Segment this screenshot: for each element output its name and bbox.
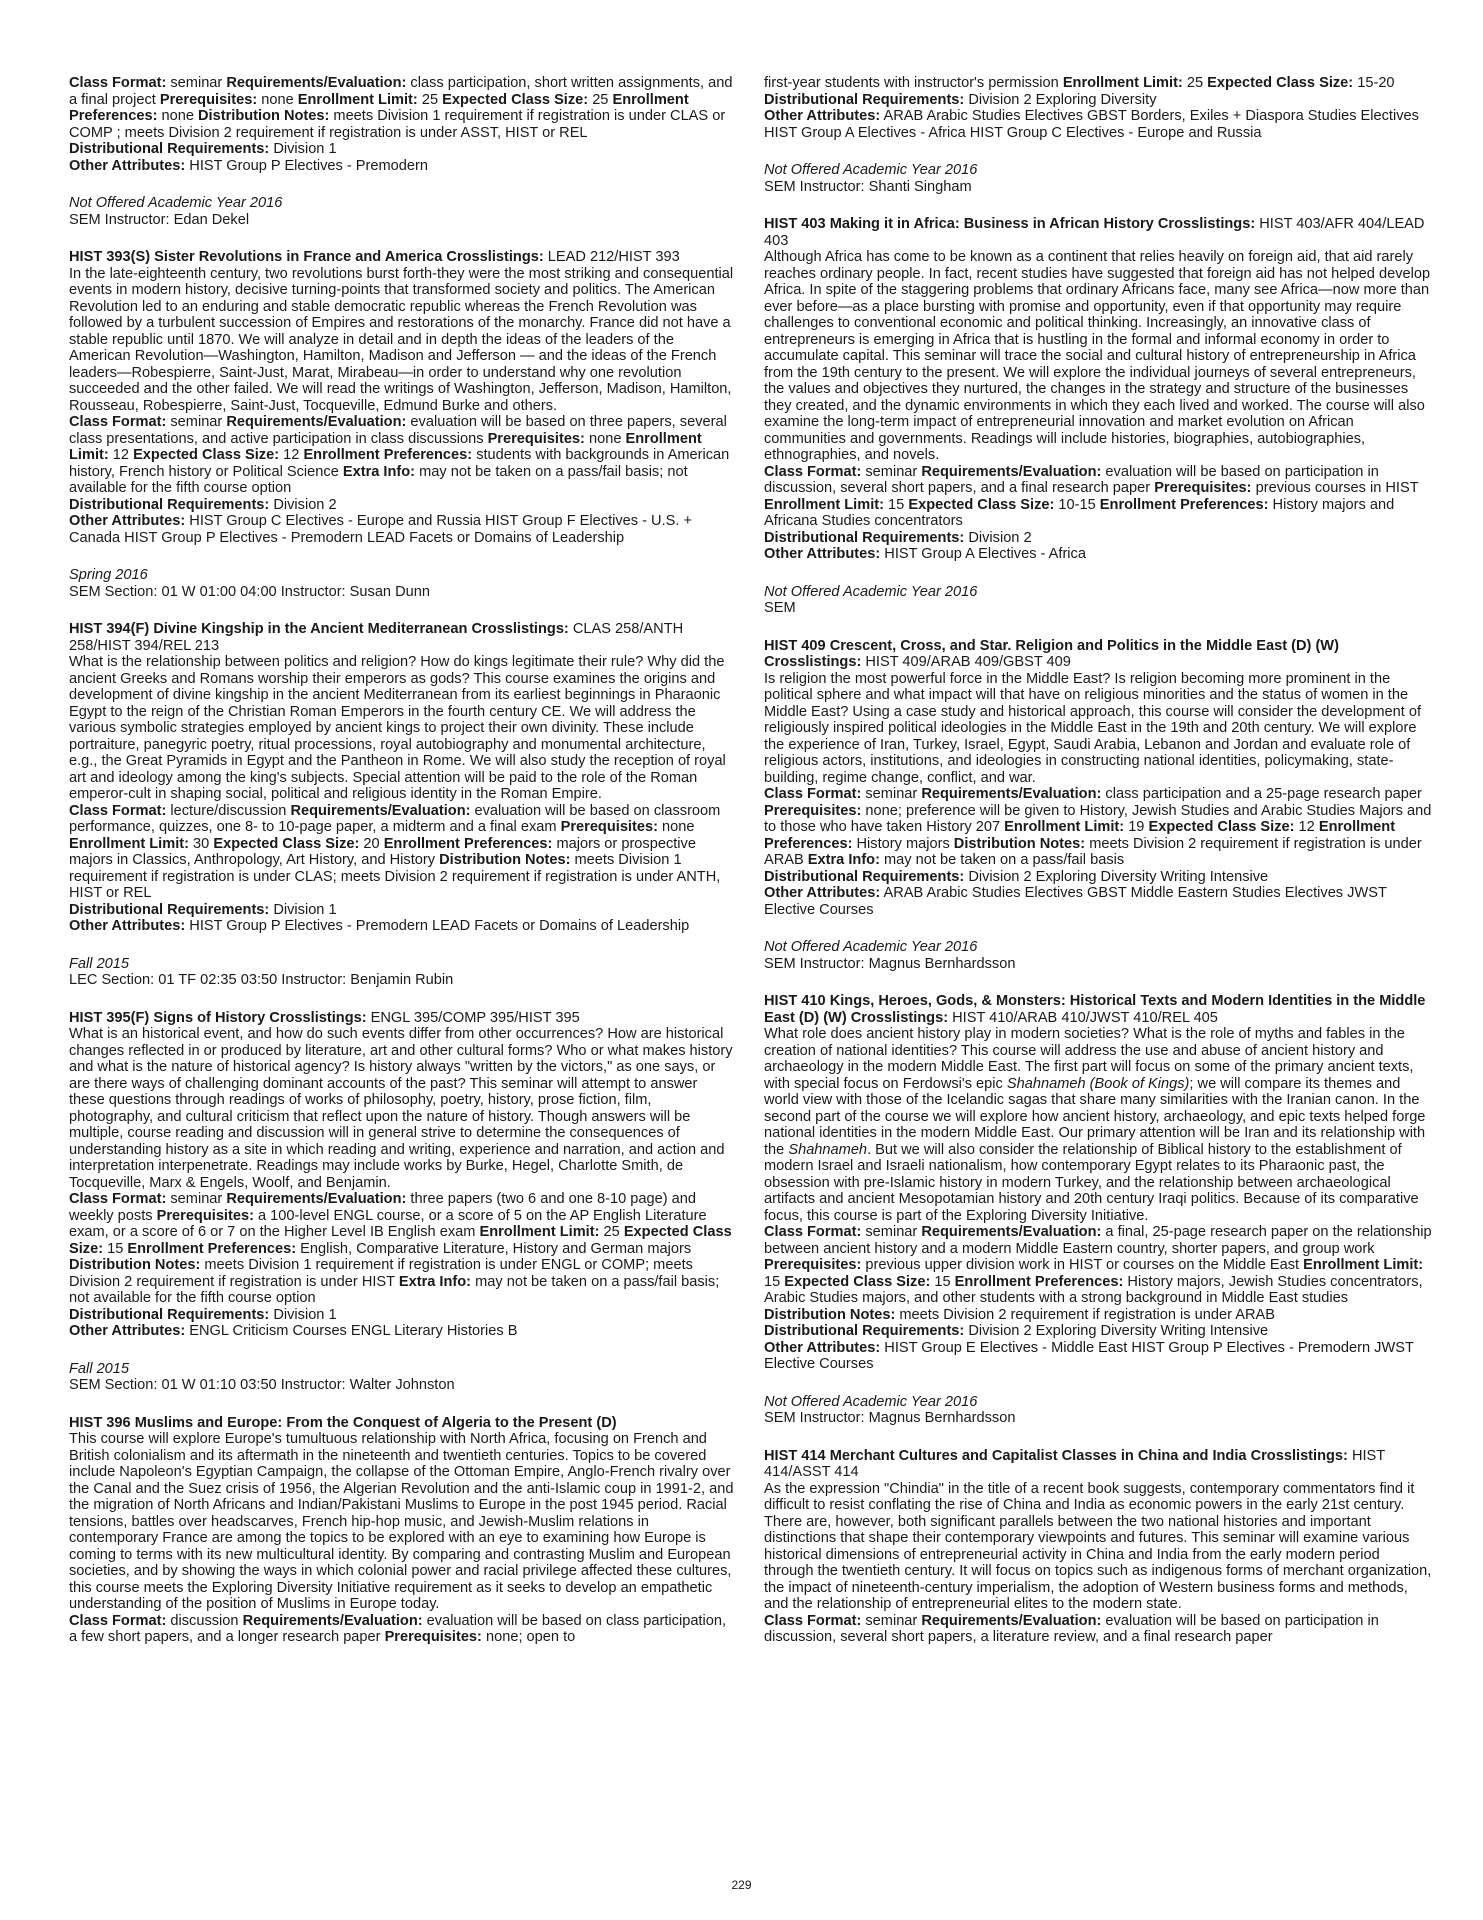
field-label: Enrollment Preferences:	[954, 1273, 1124, 1290]
field-label: Expected Class Size:	[908, 496, 1055, 513]
paragraph	[69, 497, 737, 514]
field-label: Crosslistings:	[269, 1009, 367, 1026]
paragraph	[764, 464, 1432, 530]
text-run: a final, 25-page research paper on the relationship between ancient history and a modern Middle Eastern country, shorter papers, and group work	[764, 1224, 1432, 1257]
text-run: meets Division 2 requirement if registration is under ARAB	[895, 1306, 1275, 1323]
text-run: Division 2 Exploring Diversity Writing Intensive	[964, 1323, 1269, 1339]
field-label: Distribution Notes:	[198, 108, 330, 124]
field-label: Other Attributes:	[764, 108, 881, 124]
italic-text: Not Offered Academic Year 2016	[69, 195, 283, 211]
field-label: Distribution Notes:	[953, 835, 1086, 852]
text-run: meets Division 2 requirement if registration is under ARAB	[764, 835, 1422, 868]
paragraph	[764, 249, 1432, 464]
text-run: students with backgrounds in American history, French history or Political Science	[69, 447, 730, 480]
paragraph	[69, 621, 737, 654]
text-run: 12	[279, 447, 304, 463]
course-entry	[69, 75, 737, 174]
offering-info	[69, 1361, 737, 1394]
text-run: meets Division 1 requirement if registration is under CLAS or COMP ; meets Division 2 requirement if registration is under ASST, HIST or REL	[69, 108, 726, 141]
text-run: Division 2	[269, 496, 337, 513]
text-run: CLAS 258/ANTH 258/HIST 394/REL 213	[69, 621, 684, 654]
field-label: Other Attributes:	[764, 546, 881, 562]
paragraph	[69, 1361, 737, 1378]
field-label: Other Attributes:	[69, 157, 186, 174]
italic-text: Not Offered Academic Year 2016	[764, 1393, 978, 1410]
paragraph	[69, 1191, 737, 1307]
text-run: Division 2	[964, 529, 1032, 546]
text-run: 12	[108, 447, 134, 463]
text-run: lecture/discussion	[166, 802, 291, 819]
text-run: evaluation will be based on participation in discussion, several short papers, a literature review, and a final research paper	[764, 1612, 1379, 1645]
text-run: What role does ancient history play in modern societies? What is the role of myths and fables in the creation of national identities? This course will address the use and abuse of ancient history and archaeology in the modern Middle East. The first part will focus on some of the primary ancient texts, with special focus on Ferdowsi's epic	[764, 1026, 1414, 1092]
text-run: none	[657, 819, 695, 835]
text-run: evaluation will be based on three papers, several class presentations, and active participation in class discussions	[69, 414, 727, 447]
italic-text: Fall 2015	[69, 1360, 130, 1377]
text-run: 19	[1124, 819, 1149, 835]
field-label: HIST 403 Making it in Africa: Business in African History	[764, 216, 1154, 232]
text-run: 15	[884, 496, 909, 513]
course-entry	[69, 621, 737, 935]
field-label: HIST 393(S) Sister Revolutions in France and America	[69, 249, 443, 265]
paragraph	[69, 212, 737, 229]
paragraph	[764, 1340, 1432, 1373]
field-label: Crosslistings:	[471, 621, 569, 637]
paragraph	[69, 1415, 737, 1432]
field-label: Class Format:	[69, 1612, 167, 1629]
paragraph	[764, 75, 1432, 92]
text-run: Is religion the most powerful force in the Middle East? Is religion becoming more prominent in the political sphere and what impact will that have on religious minorities and the status of women in the Middle East? Using a case study and historical approach, this course will consider the development of religiously inspired political ideologies in the Middle East in the 19th and 20th century. We will explore the experience of Iran, Turkey, Israel, Egypt, Saudi Arabia, Lebanon and Jordan and evaluate role of religious actors, institutions, and ideologies in constructing national identities, policymaking, state-building, regime change, conflict, and war.	[764, 670, 1422, 786]
text-run: 20	[359, 835, 384, 852]
field-label: Distributional Requirements:	[764, 91, 965, 108]
paragraph	[764, 92, 1432, 109]
text-run: discussion	[166, 1612, 243, 1629]
paragraph	[764, 546, 1432, 563]
text-run: ENGL Criticism Courses ENGL Literary Histories B	[185, 1323, 518, 1339]
course-entry	[764, 75, 1432, 141]
text-run: HIST Group P Electives - Premodern	[185, 157, 429, 174]
paragraph	[69, 1323, 737, 1340]
field-label: HIST 394(F) Divine Kingship in the Ancient Mediterranean	[69, 621, 468, 637]
paragraph	[69, 956, 737, 973]
course-entry	[764, 993, 1432, 1373]
text-run: 15	[930, 1273, 955, 1290]
text-run: seminar	[166, 75, 227, 91]
paragraph	[69, 1010, 737, 1027]
paragraph	[764, 1410, 1432, 1427]
field-label: Distributional Requirements:	[764, 529, 965, 546]
paragraph	[69, 1613, 737, 1646]
italic-text: Not Offered Academic Year 2016	[764, 939, 978, 955]
paragraph	[69, 902, 737, 919]
paragraph	[764, 1323, 1432, 1340]
paragraph	[69, 1026, 737, 1191]
paragraph	[764, 956, 1432, 973]
text-run: 25	[417, 91, 443, 108]
text-run: SEM Instructor: Shanti Singham	[764, 178, 972, 195]
paragraph	[764, 216, 1432, 249]
text-run: SEM Section: 01 W 01:10 03:50 Instructor: Walter Johnston	[69, 1377, 455, 1393]
course-entry	[764, 638, 1432, 919]
field-label: Class Format:	[69, 414, 167, 430]
text-run: HIST 403/AFR 404/LEAD 403	[764, 216, 1425, 249]
field-label: Prerequisites:	[384, 1629, 482, 1645]
field-label: Other Attributes:	[69, 1323, 186, 1339]
text-run: 10-15	[1054, 496, 1100, 513]
text-run: none; preference will be given to History, Jewish Studies and Arabic Studies Majors and to those who have taken History 207	[764, 802, 1432, 835]
field-label: Enrollment Limit:	[69, 430, 702, 463]
text-run: class participation and a 25-page research paper	[1101, 786, 1422, 802]
field-label: Distributional Requirements:	[69, 1306, 270, 1323]
field-label: Class Format:	[764, 786, 862, 802]
italic-text: Not Offered Academic Year 2016	[764, 583, 978, 600]
paragraph	[69, 918, 737, 935]
text-run: HIST Group P Electives - Premodern LEAD Facets or Domains of Leadership	[185, 918, 690, 934]
field-label: Requirements/Evaluation:	[921, 1612, 1102, 1629]
offering-info	[69, 195, 737, 228]
field-label: HIST 396 Muslims and Europe: From the Conquest of Algeria to the Present (D)	[69, 1414, 617, 1431]
text-run: SEM Instructor: Edan Dekel	[69, 211, 250, 228]
paragraph	[764, 671, 1432, 787]
paragraph	[69, 803, 737, 902]
italic-text: Fall 2015	[69, 955, 130, 972]
field-label: Other Attributes:	[69, 918, 186, 934]
field-label: Distribution Notes:	[69, 1257, 201, 1273]
page-number: 229	[731, 1878, 752, 1892]
text-run: meets Division 1 requirement if registration is under CLAS; meets Division 2 requirement if registration is under ANTH, HIST or REL	[69, 852, 721, 901]
field-label: Prerequisites:	[764, 1257, 862, 1273]
paragraph	[764, 1224, 1432, 1323]
field-label: Distribution Notes:	[439, 852, 571, 868]
field-label: Prerequisites:	[159, 91, 258, 108]
text-run: 15	[103, 1240, 128, 1257]
field-label: Enrollment Limit:	[69, 835, 189, 852]
field-label: Class Format:	[764, 463, 862, 480]
field-label: Enrollment Limit:	[1303, 1257, 1424, 1273]
field-label: Class Format:	[69, 1191, 167, 1207]
text-run: seminar	[166, 1191, 227, 1207]
text-run: History majors and Africana Studies concentrators	[764, 496, 1395, 529]
field-label: Distributional Requirements:	[764, 868, 965, 885]
text-run: History majors	[852, 835, 954, 852]
text-run: ENGL 395/COMP 395/HIST 395	[366, 1009, 580, 1026]
field-label: Enrollment Preferences:	[69, 91, 689, 124]
text-run: may not be taken on a pass/fail basis; not available for the fifth course option	[69, 463, 688, 496]
paragraph	[764, 1394, 1432, 1411]
paragraph	[69, 654, 737, 803]
field-label: Requirements/Evaluation:	[226, 1191, 407, 1207]
paragraph	[764, 1613, 1432, 1646]
course-entry	[69, 1415, 737, 1646]
field-label: Class Format:	[69, 802, 167, 819]
text-run: 30	[189, 835, 214, 852]
text-run: none	[584, 430, 626, 447]
left-column	[69, 75, 737, 1667]
paragraph	[69, 158, 737, 175]
offering-info	[764, 939, 1432, 972]
field-label: Expected Class Size:	[69, 1224, 732, 1257]
italic-text: Not Offered Academic Year 2016	[764, 162, 978, 178]
text-run: may not be taken on a pass/fail basis; not available for the fifth course option	[69, 1273, 720, 1306]
field-label: Expected Class Size:	[1148, 819, 1295, 835]
paragraph	[764, 530, 1432, 547]
text-run: none; open to	[481, 1629, 576, 1645]
text-run: evaluation will be based on participation in discussion, several short papers, and a final research paper	[764, 463, 1379, 496]
field-label: Prerequisites:	[156, 1207, 254, 1224]
text-run: . But we will also consider the relationship of Biblical history to the establishment of modern Israel and Israeli nationalism, how contemporary Egypt relates to its Pharaonic past, the obsession with pre-Islamic history in modern Turkey, and the relationship between archaeological artifacts and ancient Mesopotamian history and 20th century Iraqi politics. Because of its comparative focus, this course is part of the Exploring Diversity Initiative.	[764, 1141, 1419, 1224]
field-label: HIST 409 Crescent, Cross, and Star. Religion and Politics in the Middle East (D) (W) Crosslistings:	[764, 637, 1339, 670]
text-run: LEAD 212/HIST 393	[543, 249, 680, 265]
text-run: previous upper division work in HIST or courses on the Middle East	[861, 1257, 1304, 1273]
field-label: Expected Class Size:	[1207, 75, 1354, 91]
text-run: seminar	[166, 414, 227, 430]
italic-text: Spring 2016	[69, 567, 148, 583]
text-run: SEM	[764, 600, 796, 616]
field-label: Enrollment Preferences:	[764, 819, 1396, 852]
field-label: Requirements/Evaluation:	[226, 75, 407, 91]
offering-info	[69, 567, 737, 600]
field-label: Enrollment Preferences:	[127, 1240, 297, 1257]
text-run: SEM Section: 01 W 01:00 04:00 Instructor: Susan Dunn	[69, 583, 430, 600]
offering-info	[764, 162, 1432, 195]
field-label: Prerequisites:	[764, 802, 862, 819]
text-run: 15-20	[1353, 75, 1395, 91]
course-entry	[69, 249, 737, 546]
text-run: Division 1	[269, 1306, 337, 1323]
text-run: Division 2 Exploring Diversity	[964, 91, 1157, 108]
field-label: HIST 414 Merchant Cultures and Capitalist Classes in China and India	[764, 1447, 1247, 1464]
text-run: ARAB Arabic Studies Electives GBST Borders, Exiles + Diaspora Studies Electives HIST Group A Electives - Africa HIST Group C Electives - Europe and Russia	[764, 108, 1419, 141]
field-label: Enrollment Limit:	[764, 496, 884, 513]
paragraph	[764, 108, 1432, 141]
field-label: Distributional Requirements:	[69, 496, 270, 513]
paragraph	[69, 75, 737, 141]
field-label: Enrollment Limit:	[297, 91, 418, 108]
paragraph	[69, 414, 737, 497]
text-run: 25	[1182, 75, 1208, 91]
text-run: seminar	[861, 1612, 922, 1629]
field-label: Prerequisites:	[487, 430, 585, 447]
paragraph	[764, 1448, 1432, 1481]
text-run: seminar	[861, 786, 922, 802]
text-run: This course will explore Europe's tumultuous relationship with North Africa, focusing on French and British colonialism and its aftermath in the nineteenth and twentieth centuries. Topics to be covered include Napoleon's Egyptian Campaign, the collapse of the Ottoman Empire, Anglo-French rivalry over the Canal and the Suez crisis of 1956, the Algerian Revolution and the anti-Islamic coup in 1991-2, and the migration of North Africans and Indian/Pakistani Muslims to Europe in the post 1945 period. Racial tensions, battles over headscarves, French hip-hop music, and Jewish-Muslim relations in contemporary France are among the topics to be explored with an eye to examining how Europe is coming to terms with its new multicultural identity. By comparing and contrasting Muslim and European societies, and by showing the ways in which colonial power and racial privilege affected these cultures, this course meets the Exploring Diversity Initiative requirement as it seeks to develop an empathetic understanding of the position of Muslims in Europe today.	[69, 1431, 734, 1612]
text-run: meets Division 1 requirement if registration is under ENGL or COMP; meets Division 2 requirement if registration is under HIST	[69, 1257, 693, 1290]
paragraph	[764, 786, 1432, 869]
text-run: Division 2 Exploring Diversity Writing Intensive	[964, 868, 1269, 885]
paragraph	[69, 195, 737, 212]
field-label: Requirements/Evaluation:	[290, 802, 471, 819]
field-label: Requirements/Evaluation:	[242, 1612, 423, 1629]
text-run: seminar	[861, 1224, 922, 1240]
field-label: Distributional Requirements:	[69, 901, 270, 918]
text-run: Division 1	[269, 141, 337, 157]
field-label: Enrollment Limit:	[1062, 75, 1183, 91]
field-label: Distribution Notes:	[764, 1306, 896, 1323]
text-run: SEM Instructor: Magnus Bernhardsson	[764, 955, 1016, 972]
text-run: HIST Group C Electives - Europe and Russia HIST Group F Electives - U.S. + Canada HIST Group P Electives - Premodern LEAD Facets or Domains of Leadership	[69, 513, 693, 546]
field-label: Expected Class Size:	[442, 91, 589, 108]
field-label: Other Attributes:	[69, 513, 186, 529]
field-label: HIST 395(F) Signs of History	[69, 1009, 266, 1026]
text-run: English, Comparative Literature, History and German majors	[296, 1240, 692, 1257]
paragraph	[69, 1307, 737, 1324]
field-label: Distributional Requirements:	[764, 1323, 965, 1339]
course-entry	[764, 1448, 1432, 1646]
paragraph	[764, 939, 1432, 956]
text-run: LEC Section: 01 TF 02:35 03:50 Instructor: Benjamin Rubin	[69, 972, 454, 988]
field-label: Expected Class Size:	[213, 835, 360, 852]
field-label: Prerequisites:	[1154, 480, 1252, 496]
offering-info	[764, 1394, 1432, 1427]
field-label: Requirements/Evaluation:	[921, 463, 1102, 480]
text-run: 25	[599, 1224, 624, 1240]
text-run: Division 1	[269, 901, 337, 918]
paragraph	[69, 266, 737, 415]
field-label: Class Format:	[764, 1224, 862, 1240]
paragraph	[764, 179, 1432, 196]
text-run: History majors, Jewish Studies concentrators, Arabic Studies majors, and other students with a strong background in Middle East studies	[764, 1273, 1423, 1306]
text-run: 25	[588, 91, 613, 108]
text-run: In the late-eighteenth century, two revolutions burst forth-they were the most striking and consequential events in modern history, decisive turning-points that transformed society and politics. The American Revolution led to an enduring and stable democratic republic whereas the French Revolution was followed by a turbulent succession of Empires and restorations of the monarchy. France did not have a stable republic until 1870. We will analyze in detail and in depth the ideas of the leaders of the American Revolution—Washington, Hamilton, Madison and Jefferson — and the ideas of the French leaders—Robespierre, Saint-Just, Marat, Mirabeau—in order to understand why one revolution succeeded and the other failed. We will read the writings of Washington, Jefferson, Madison, Hamilton, Rousseau, Robespierre, Saint-Just, Tocqueville, Edmund Burke and others.	[69, 265, 734, 414]
paragraph	[764, 1026, 1432, 1224]
field-label: Requirements/Evaluation:	[921, 1224, 1102, 1240]
paragraph	[69, 1431, 737, 1613]
field-label: Enrollment Limit:	[479, 1224, 600, 1240]
field-label: Extra Info:	[398, 1273, 472, 1290]
text-run: HIST Group A Electives - Africa	[880, 546, 1086, 562]
field-label: Enrollment Preferences:	[383, 835, 553, 852]
text-run: What is an historical event, and how do such events differ from other occurrences? How are historical changes reflected in or produced by literature, art and other cultural forms? Who or what makes history and what is the nature of historical agency? Is history always "written by the victors," as one says, or are there ways of challenging dominant accounts of the past? This seminar will attempt to answer these questions through readings of works of philosophy, poetry, history, prose fiction, film, photography, and cultural criticism that reflect upon the nature of history. Though answers will be multiple, course reading and discussion will in general strive to determine the consequences of understanding history as a site in which reading and writing, experience and narration, and action and interpretation interpenetrate. Readings may include works by Burke, Hegel, Charlotte Smith, de Tocqueville, Marx & Engels, Woolf, and Benjamin.	[69, 1026, 733, 1191]
text-run: first-year students with instructor's permission	[764, 75, 1063, 91]
text-run: What is the relationship between politics and religion? How do kings legitimate their rule? Why did the ancient Greeks and Romans worship their emperors as gods? This course examines the origins and development of divine kingship in the ancient Mediterranean from its earliest beginnings in Pharaonic Egypt to the reign of the Christian Roman Emperors in the fourth century CE. We will address the various symbolic strategies employed by ancient kings to project their own divinity. These include portraiture, panegyric poetry, ritual processions, royal autobiography and monumental architecture, e.g., the Great Pyramids in Egypt and the Pantheon in Rome. We will also study the reception of royal art and ideology among the king's subjects. Special attention will be paid to the role of the Roman emperor-cult in shaping social, political and religious identity in the Roman Empire.	[69, 654, 726, 802]
field-label: Enrollment Limit:	[1004, 819, 1125, 835]
field-label: Class Format:	[764, 1612, 862, 1629]
field-label: Expected Class Size:	[784, 1273, 931, 1290]
paragraph	[69, 972, 737, 989]
course-entry	[69, 1010, 737, 1340]
field-label: Extra Info:	[342, 463, 416, 480]
paragraph	[69, 584, 737, 601]
field-label: Other Attributes:	[764, 885, 881, 901]
field-label: Class Format:	[69, 75, 167, 91]
paragraph	[69, 141, 737, 158]
text-run: evaluation will be based on class participation, a few short papers, and a longer research paper	[69, 1612, 727, 1645]
paragraph	[764, 993, 1432, 1026]
text-run: previous courses in HIST	[1251, 480, 1419, 496]
paragraph	[764, 600, 1432, 617]
offering-info	[764, 584, 1432, 617]
field-label: Requirements/Evaluation:	[226, 414, 407, 430]
text-run: HIST Group E Electives - Middle East HIST Group P Electives - Premodern JWST Elective Courses	[764, 1339, 1414, 1372]
offering-info	[69, 956, 737, 989]
field-label: Expected Class Size:	[133, 447, 280, 463]
text-run: three papers (two 6 and one 8-10 page) and weekly posts	[69, 1191, 697, 1224]
text-run: HIST 414/ASST 414	[764, 1447, 1385, 1480]
paragraph	[764, 162, 1432, 179]
paragraph	[764, 638, 1432, 671]
text-run: ARAB Arabic Studies Electives GBST Middle Eastern Studies Electives JWST Elective Courses	[764, 885, 1387, 918]
text-run: As the expression "Chindia" in the title of a recent book suggests, contemporary commentators find it difficult to resist conflating the rise of China and India as economic powers in the early 21st century. There are, however, both significant parallels between the two national histories and important distinctions that shape their contemporary viewpoints and futures. This seminar will examine various historical dimensions of entrepreneurial activity in China and India from the early modern period through the twentieth century. It will focus on topics such as indigenous forms of merchant organization, the impact of nineteenth-century imperialism, the adoption of Western business forms and methods, and the relationship of entrepreneurial elites to the modern state.	[764, 1480, 1432, 1612]
paragraph	[69, 567, 737, 584]
paragraph	[69, 249, 737, 266]
text-run: majors or prospective majors in Classics, Anthropology, Art History, and History	[69, 835, 696, 868]
field-label: Extra Info:	[807, 852, 880, 868]
field-label: Requirements/Evaluation:	[921, 786, 1102, 802]
paragraph	[764, 584, 1432, 601]
text-run: HIST 410/ARAB 410/JWST 410/REL 405	[948, 1009, 1218, 1026]
paragraph	[764, 885, 1432, 918]
field-label: Enrollment Preferences:	[1099, 496, 1269, 513]
right-column	[764, 75, 1432, 1667]
text-run: class participation, short written assignments, and a final project	[69, 75, 733, 108]
text-run: none	[157, 108, 199, 124]
text-run: a 100-level ENGL course, or a score of 5 on the AP English Literature exam, or a score of 6 or 7 on the Higher Level IB English exam	[69, 1207, 707, 1240]
paragraph	[69, 1377, 737, 1394]
field-label: Crosslistings:	[446, 249, 544, 265]
course-entry	[764, 216, 1432, 563]
text-run: 15	[764, 1273, 785, 1290]
paragraph	[69, 513, 737, 546]
text-run: ; we will compare its themes and world view with those of the Icelandic sagas that share many similarities with the Iranian canon. In the second part of the course we will explore how ancient history, archaeology, and epic texts helped forge national identities in the modern Middle East. Our primary attention will be Iran and its relationship with the	[764, 1075, 1426, 1158]
text-run: SEM Instructor: Magnus Bernhardsson	[764, 1410, 1016, 1426]
text-run: may not be taken on a pass/fail basis	[879, 852, 1125, 868]
field-label: Crosslistings:	[1250, 1447, 1348, 1464]
italic-text: Shahnameh (Book of Kings)	[1006, 1075, 1190, 1092]
text-run: HIST 409/ARAB 409/GBST 409	[861, 654, 1071, 670]
text-run: Although Africa has come to be known as a continent that relies heavily on foreign aid, that aid rarely reaches ordinary people. In fact, recent studies have suggested that foreign aid has not helped develop Africa. In spite of the staggering problems that ordinary Africans face, many see Africa—now more than ever before—as a place bursting with promise and opportunity, even if that opportunity may require challenges to conventional economic and political thinking. Increasingly, an innovative class of entrepreneurs is emerging in Africa that is hustling in the formal and informal economy in order to accumulate capital. This seminar will trace the social and cultural history of entrepreneurship in Africa from the 19th century to the present. We will explore the individual journeys of several entrepreneurs, the values and objectives they nurtured, the changes in the strategy and structure of the businesses they created, and the dynamic environments in which they each lived and worked. The course will also examine the long-term impact of entrepreneurial innovation and market evolution on African communities and governments. Readings will include histories, biographies, autobiographies, ethnographies, and novels.	[764, 249, 1431, 463]
field-label: Enrollment Preferences:	[303, 447, 473, 463]
text-run: 12	[1294, 819, 1319, 835]
field-label: Prerequisites:	[560, 819, 658, 835]
field-label: Other Attributes:	[764, 1339, 881, 1356]
field-label: Crosslistings:	[1157, 216, 1256, 232]
paragraph	[764, 1481, 1432, 1613]
text-run: none	[257, 91, 298, 108]
field-label: HIST 410 Kings, Heroes, Gods, & Monsters: Historical Texts and Modern Identities in the Middle East (D) (W) Crosslistings:	[764, 993, 1426, 1026]
text-run: seminar	[861, 463, 922, 480]
italic-text: Shahnameh	[788, 1141, 868, 1158]
paragraph	[764, 869, 1432, 886]
field-label: Distributional Requirements:	[69, 141, 270, 157]
text-run: evaluation will be based on classroom performance, quizzes, one 8- to 10-page paper, a midterm and a final exam	[69, 802, 721, 835]
